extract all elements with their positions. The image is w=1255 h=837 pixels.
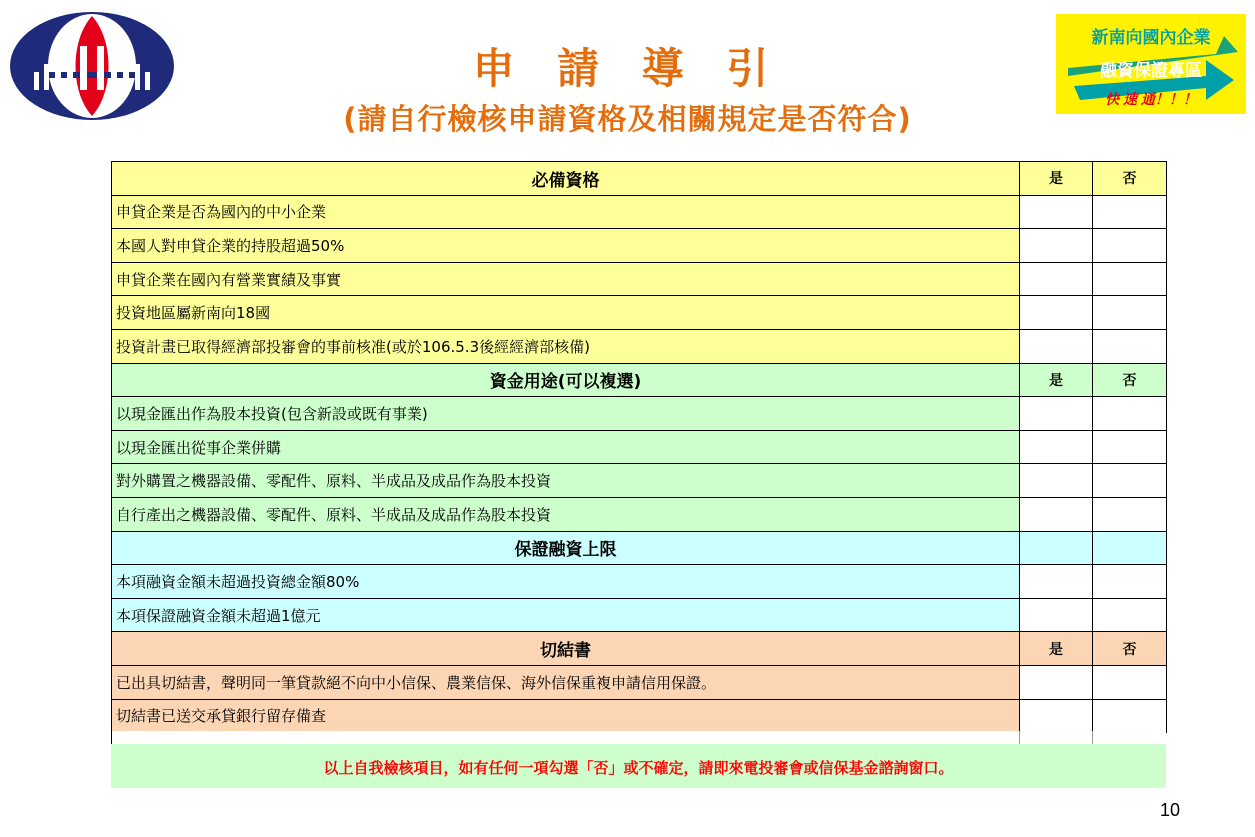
yes-checkbox[interactable] <box>1020 397 1093 431</box>
criteria-label: 對外購置之機器設備、零配件、原料、半成品及成品作為股本投資 <box>112 464 1020 498</box>
section-header-row <box>112 632 1167 666</box>
section-heading: 必備資格 <box>112 162 1020 196</box>
table-row <box>112 195 1167 229</box>
yes-checkbox[interactable] <box>1020 699 1093 733</box>
section-header-row <box>112 363 1167 397</box>
no-checkbox[interactable] <box>1093 397 1167 431</box>
section-heading: 切結書 <box>112 632 1020 666</box>
table-row <box>112 296 1167 330</box>
table-row <box>112 565 1167 599</box>
criteria-label: 投資計畫已取得經濟部投審會的事前核准(或於106.5.3後經經濟部核備) <box>112 329 1020 363</box>
table-row <box>112 699 1167 733</box>
no-checkbox[interactable] <box>1093 497 1167 531</box>
badge-line1: 新南向國內企業 <box>1091 28 1211 47</box>
footer-spacer <box>111 731 1166 744</box>
criteria-label: 以現金匯出作為股本投資(包含新設或既有事業) <box>112 397 1020 431</box>
no-column-header: 否 <box>1093 363 1167 397</box>
no-checkbox[interactable] <box>1093 430 1167 464</box>
section-heading: 資金用途(可以複選) <box>112 363 1020 397</box>
table-row <box>112 397 1167 431</box>
yes-column-header: 是 <box>1020 363 1093 397</box>
no-checkbox[interactable] <box>1093 229 1167 263</box>
section-heading: 保證融資上限 <box>112 531 1020 565</box>
section-header-row <box>112 531 1167 565</box>
section-header-row <box>112 162 1167 196</box>
no-checkbox[interactable] <box>1093 699 1167 733</box>
criteria-label: 以現金匯出從事企業併購 <box>112 430 1020 464</box>
criteria-label: 自行產出之機器設備、零配件、原料、半成品及成品作為股本投資 <box>112 497 1020 531</box>
table-row <box>112 430 1167 464</box>
yes-column-header: 是 <box>1020 632 1093 666</box>
yes-column-header: 是 <box>1020 162 1093 196</box>
page-number: 10 <box>1160 800 1181 820</box>
table-row <box>112 598 1167 632</box>
no-checkbox[interactable] <box>1093 598 1167 632</box>
criteria-label: 切結書已送交承貸銀行留存備查 <box>112 699 1020 733</box>
no-column-header <box>1093 531 1167 565</box>
criteria-label: 已出具切結書，聲明同一筆貸款絕不向中小信保、農業信保、海外信保重複申請信用保證。 <box>112 665 1020 699</box>
table-row <box>112 229 1167 263</box>
no-checkbox[interactable] <box>1093 329 1167 363</box>
no-column-header: 否 <box>1093 162 1167 196</box>
criteria-label: 本項融資金額未超過投資總金額80% <box>112 565 1020 599</box>
yes-checkbox[interactable] <box>1020 296 1093 330</box>
yes-column-header <box>1020 531 1093 565</box>
badge-line3: 快 速 通！！！ <box>1105 91 1197 107</box>
table-row <box>112 665 1167 699</box>
table-row <box>112 497 1167 531</box>
criteria-label: 投資地區屬新南向18國 <box>112 296 1020 330</box>
yes-checkbox[interactable] <box>1020 430 1093 464</box>
no-checkbox[interactable] <box>1093 464 1167 498</box>
yes-checkbox[interactable] <box>1020 598 1093 632</box>
criteria-label: 本國人對申貸企業的持股超過50% <box>112 229 1020 263</box>
yes-checkbox[interactable] <box>1020 329 1093 363</box>
no-checkbox[interactable] <box>1093 296 1167 330</box>
eligibility-checklist-table <box>111 161 1167 733</box>
no-column-header: 否 <box>1093 632 1167 666</box>
criteria-label: 申貸企業在國內有營業實績及事實 <box>112 262 1020 296</box>
arrow-badge-icon <box>1056 14 1246 114</box>
yes-checkbox[interactable] <box>1020 229 1093 263</box>
badge-line2: 融資保證專區 <box>1100 61 1202 80</box>
yes-checkbox[interactable] <box>1020 565 1093 599</box>
page-subtitle: (請自行檢核申請資格及相關規定是否符合) <box>343 102 912 136</box>
promo-badge <box>1056 14 1246 114</box>
no-checkbox[interactable] <box>1093 195 1167 229</box>
footer-note: 以上自我檢核項目，如有任何一項勾選「否」或不確定，請即來電投審會或信保基金諮詢窗口。 <box>111 744 1166 788</box>
yes-checkbox[interactable] <box>1020 195 1093 229</box>
criteria-label: 申貸企業是否為國內的中小企業 <box>112 195 1020 229</box>
table-row <box>112 464 1167 498</box>
divider <box>1019 731 1020 744</box>
yes-checkbox[interactable] <box>1020 665 1093 699</box>
yes-checkbox[interactable] <box>1020 262 1093 296</box>
yes-checkbox[interactable] <box>1020 497 1093 531</box>
divider <box>1092 731 1093 744</box>
page-title: 申 請 導 引 <box>472 44 783 93</box>
table-row <box>112 329 1167 363</box>
table-row <box>112 262 1167 296</box>
no-checkbox[interactable] <box>1093 565 1167 599</box>
yes-checkbox[interactable] <box>1020 464 1093 498</box>
criteria-label: 本項保證融資金額未超過1億元 <box>112 598 1020 632</box>
no-checkbox[interactable] <box>1093 262 1167 296</box>
no-checkbox[interactable] <box>1093 665 1167 699</box>
